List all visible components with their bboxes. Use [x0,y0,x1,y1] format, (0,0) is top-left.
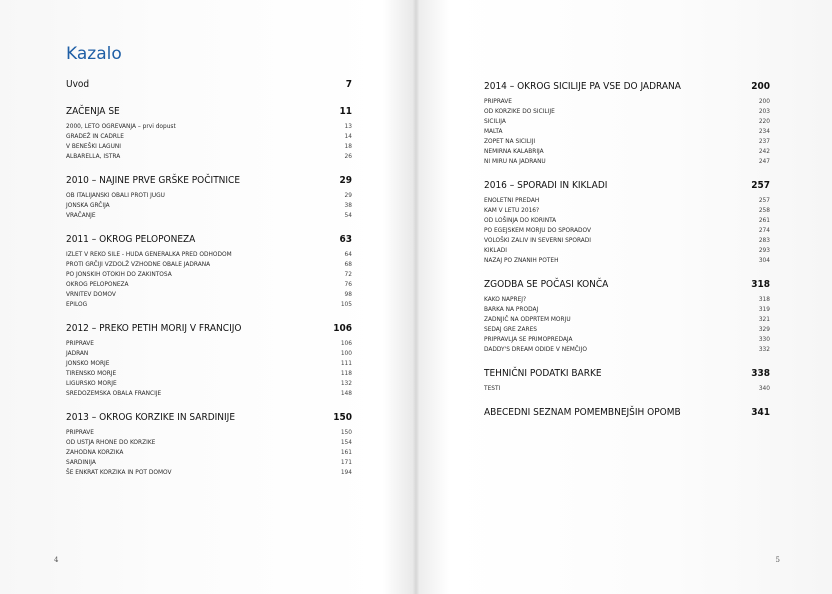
toc-section-title: 2012 – PREKO PETIH MORIJ V FRANCIJO [66,323,242,334]
toc-right [484,80,770,432]
toc-entry-title: JONSKO MORJE [66,359,110,367]
toc-entry-page: 247 [758,157,770,165]
left-page [0,0,414,594]
toc-entry-title: LIGURSKO MORJE [66,379,117,387]
toc-entry[interactable] [484,383,770,393]
toc-section-title: ZAČENJA SE [66,106,120,117]
toc-entry-page: 200 [758,97,770,105]
toc-entry-page: 257 [758,196,770,204]
toc-entry-page: 318 [758,295,770,303]
toc-section-page: 341 [751,407,770,418]
toc-entry[interactable] [66,121,352,131]
toc-section [66,233,352,309]
toc-section-title: ABECEDNI SEZNAM POMEMBNEJŠIH OPOMB [484,407,681,418]
toc-section-heading[interactable] [66,233,352,246]
toc-entry-page: 106 [340,339,352,347]
toc-entry-page: 64 [344,250,352,258]
toc-entry-page: 111 [340,359,352,367]
toc-entry[interactable] [66,279,352,289]
toc-entry[interactable] [484,195,770,205]
toc-entry-title: OD USTJA RHONE DO KORZIKE [66,438,156,446]
toc-entry[interactable] [484,215,770,225]
toc-section-heading[interactable] [66,322,352,335]
toc-entry[interactable] [66,338,352,348]
toc-entry[interactable] [66,467,352,477]
toc-intro-page: 7 [345,79,352,90]
toc-entry[interactable] [484,324,770,334]
toc-section-title: 2016 – SPORADI IN KIKLADI [484,180,608,191]
toc-entry-page: 283 [758,236,770,244]
toc-entry[interactable] [66,151,352,161]
toc-entry-page: 340 [758,384,770,392]
toc-entry[interactable] [484,255,770,265]
toc-entry-page: 132 [340,379,352,387]
toc-section-heading[interactable] [484,367,770,380]
toc-intro[interactable] [66,78,352,91]
toc-entry-page: 13 [344,122,352,130]
toc-entry[interactable] [66,348,352,358]
toc-section-title: 2011 – OKROG PELOPONEZA [66,234,196,245]
toc-entry[interactable] [484,294,770,304]
page-number-left: 4 [54,556,59,564]
toc-entry-page: 261 [758,216,770,224]
toc-entry[interactable] [66,289,352,299]
toc-entry-title: ALBARELLA, ISTRA [66,152,121,160]
right-page [416,0,832,594]
toc-entry-page: 330 [758,335,770,343]
toc-left-sections [66,105,352,477]
toc-entry[interactable] [484,225,770,235]
toc-entry[interactable] [484,304,770,314]
toc-entry[interactable] [484,314,770,324]
toc-section-title: 2013 – OKROG KORZIKE IN SARDINIJE [66,412,236,423]
toc-entry-title: TESTI [484,384,501,392]
toc-entry-title: VRAČANJE [66,211,96,219]
toc-left [66,78,352,490]
toc-entry-page: 220 [758,117,770,125]
toc-entry-title: OD LOŠINJA DO KORINTA [484,216,557,224]
toc-entry-title: MALTA [484,127,503,135]
toc-entry[interactable] [66,427,352,437]
toc-section-title: ZGODBA SE POČASI KONČA [484,279,609,290]
toc-entry-page: 242 [758,147,770,155]
toc-section [66,322,352,398]
toc-entry-page: 332 [758,345,770,353]
toc-entry-title: KAKO NAPREJ? [484,295,527,303]
toc-entry-title: SARDINIJA [66,458,96,466]
toc-entry[interactable] [66,200,352,210]
toc-entry-title: VOLOŠKI ZALIV IN SEVERNI SPORADI [484,236,592,244]
toc-section-heading[interactable] [484,406,770,419]
toc-entry-page: 72 [344,270,352,278]
toc-entry-page: 319 [758,305,770,313]
toc-section [484,80,770,166]
toc-section-heading[interactable] [66,411,352,424]
toc-entry-page: 118 [340,369,352,377]
toc-section-page: 11 [339,106,352,117]
toc-entry-title: ZOPET NA SICILIJI [484,137,536,145]
toc-entry-title: PO EGEJSKEM MORJU DO SPORADOV [484,226,591,234]
toc-entry-page: 154 [340,438,352,446]
toc-section [484,367,770,393]
toc-entry-page: 14 [344,132,352,140]
toc-entry-title: PRIPRAVE [66,339,94,347]
toc-entry-page: 29 [344,191,352,199]
toc-section-heading[interactable] [66,105,352,118]
toc-entry-title: OKROG PELOPONEZA [66,280,129,288]
toc-section-page: 150 [333,412,352,423]
toc-entry[interactable] [484,126,770,136]
toc-entry[interactable] [66,190,352,200]
toc-entry-page: 98 [344,290,352,298]
toc-section-page: 318 [751,279,770,290]
toc-entry[interactable] [66,457,352,467]
toc-entry-page: 293 [758,246,770,254]
toc-entry-title: IZLET V REKO SILE - HUDA GENERALKA PRED ODHODOM [66,250,232,258]
toc-entry-title: NEMIRNA KALABRIJA [484,147,544,155]
toc-entry-page: 76 [344,280,352,288]
toc-entry[interactable] [484,235,770,245]
toc-entry-page: 38 [344,201,352,209]
toc-entry[interactable] [484,146,770,156]
toc-entry-title: KIKLADI [484,246,508,254]
toc-section-title: 2014 – OKROG SICILIJE PA VSE DO JADRANA [484,81,681,92]
toc-section-heading[interactable] [484,179,770,192]
toc-entry-page: 234 [758,127,770,135]
toc-entry[interactable] [484,156,770,166]
toc-entry[interactable] [484,116,770,126]
toc-entry-page: 18 [344,142,352,150]
toc-entry-page: 148 [340,389,352,397]
toc-entry-title: ZADNJIČ NA ODPRTEM MORJU [484,315,571,323]
toc-entry-page: 161 [340,448,352,456]
toc-entry[interactable] [66,388,352,398]
toc-entry[interactable] [66,269,352,279]
toc-entry[interactable] [66,378,352,388]
toc-entry-title: PO JONSKIH OTOKIH DO ZAKINTOSA [66,270,172,278]
toc-entry-title: ZAHODNA KORZIKA [66,448,124,456]
toc-section [484,179,770,265]
toc-entry-page: 105 [340,300,352,308]
toc-entry-title: PRIPRAVE [66,428,94,436]
toc-section-page: 257 [751,180,770,191]
page-title: Kazalo [66,44,122,64]
toc-right-sections [484,80,770,419]
toc-entry-title: BARKA NA PRODAJ [484,305,539,313]
toc-entry-title: 2000, LETO OGREVANJA – prvi dopust [66,122,176,130]
toc-section-page: 106 [333,323,352,334]
toc-entry-title: PRIPRAVLJA SE PRIMOPREDAJA [484,335,573,343]
toc-entry[interactable] [66,249,352,259]
toc-entry[interactable] [66,141,352,151]
toc-section-page: 29 [339,175,352,186]
toc-section-page: 63 [339,234,352,245]
toc-entry-title: SICILIJA [484,117,506,125]
toc-entry-page: 194 [340,468,352,476]
toc-entry-title: GRADEŽ IN CADRLE [66,132,124,140]
toc-section-heading[interactable] [484,278,770,291]
toc-entry-page: 68 [344,260,352,268]
toc-section [66,174,352,220]
toc-entry[interactable] [66,447,352,457]
toc-section-page: 200 [751,81,770,92]
toc-entry-title: PRIPRAVE [484,97,512,105]
toc-entry-title: JONSKA GRČIJA [66,201,110,209]
toc-entry-title: SREDOZEMSKA OBALA FRANCIJE [66,389,162,397]
toc-entry-page: 274 [758,226,770,234]
toc-entry[interactable] [484,205,770,215]
toc-entry-page: 26 [344,152,352,160]
toc-entry-page: 171 [340,458,352,466]
toc-entry-title: NAZAJ PO ZNANIH POTEH [484,256,559,264]
toc-entry[interactable] [484,96,770,106]
toc-entry[interactable] [66,131,352,141]
toc-section-heading[interactable] [484,80,770,93]
toc-entry-title: OB ITALIJANSKI OBALI PROTI JUGU [66,191,165,199]
toc-section [66,105,352,161]
toc-entry-page: 304 [758,256,770,264]
toc-entry-title: ŠE ENKRAT KORZIKA IN POT DOMOV [66,468,172,476]
toc-section-heading[interactable] [66,174,352,187]
toc-entry-page: 100 [340,349,352,357]
toc-entry[interactable] [484,245,770,255]
toc-entry-title: EPILOG [66,300,88,308]
toc-entry-page: 203 [758,107,770,115]
toc-entry-page: 321 [758,315,770,323]
toc-entry-title: PROTI GRČIJI VZDOLŽ VZHODNE OBALE JADRANA [66,260,211,268]
toc-entry-title: TIRENSKO MORJE [66,369,117,377]
toc-entry-title: KAM V LETU 2016? [484,206,540,214]
toc-section-title: TEHNIČNI PODATKI BARKE [484,368,602,379]
toc-entry[interactable] [484,106,770,116]
toc-entry-title: VRNITEV DOMOV [66,290,116,298]
toc-entry[interactable] [66,368,352,378]
toc-entry[interactable] [66,259,352,269]
toc-entry-page: 258 [758,206,770,214]
page-number-right: 5 [775,556,780,564]
toc-entry[interactable] [484,344,770,354]
toc-intro-title: Uvod [66,79,90,90]
toc-entry-title: JADRAN [66,349,89,357]
toc-entry-title: DADDY'S DREAM ODIDE V NEMČIJO [484,345,587,353]
toc-entry-page: 54 [344,211,352,219]
toc-entry[interactable] [66,358,352,368]
toc-section-page: 338 [751,368,770,379]
toc-entry-title: ENOLETNI PREDAH [484,196,540,204]
toc-entry-page: 329 [758,325,770,333]
toc-entry[interactable] [66,437,352,447]
toc-entry-title: NI MIRU NA JADRANU [484,157,546,165]
toc-entry-page: 237 [758,137,770,145]
toc-entry[interactable] [484,136,770,146]
toc-entry-title: OD KORZIKE DO SICILIJE [484,107,555,115]
toc-section [66,411,352,477]
toc-entry[interactable] [66,210,352,220]
toc-entry[interactable] [66,299,352,309]
toc-entry-page: 150 [340,428,352,436]
toc-entry-title: V BENEŠKI LAGUNI [66,142,121,150]
toc-section [484,406,770,419]
toc-section [484,278,770,354]
toc-entry-title: SEDAJ GRE ZARES [484,325,537,333]
toc-section-title: 2010 – NAJINE PRVE GRŠKE POČITNICE [66,175,241,186]
toc-entry[interactable] [484,334,770,344]
